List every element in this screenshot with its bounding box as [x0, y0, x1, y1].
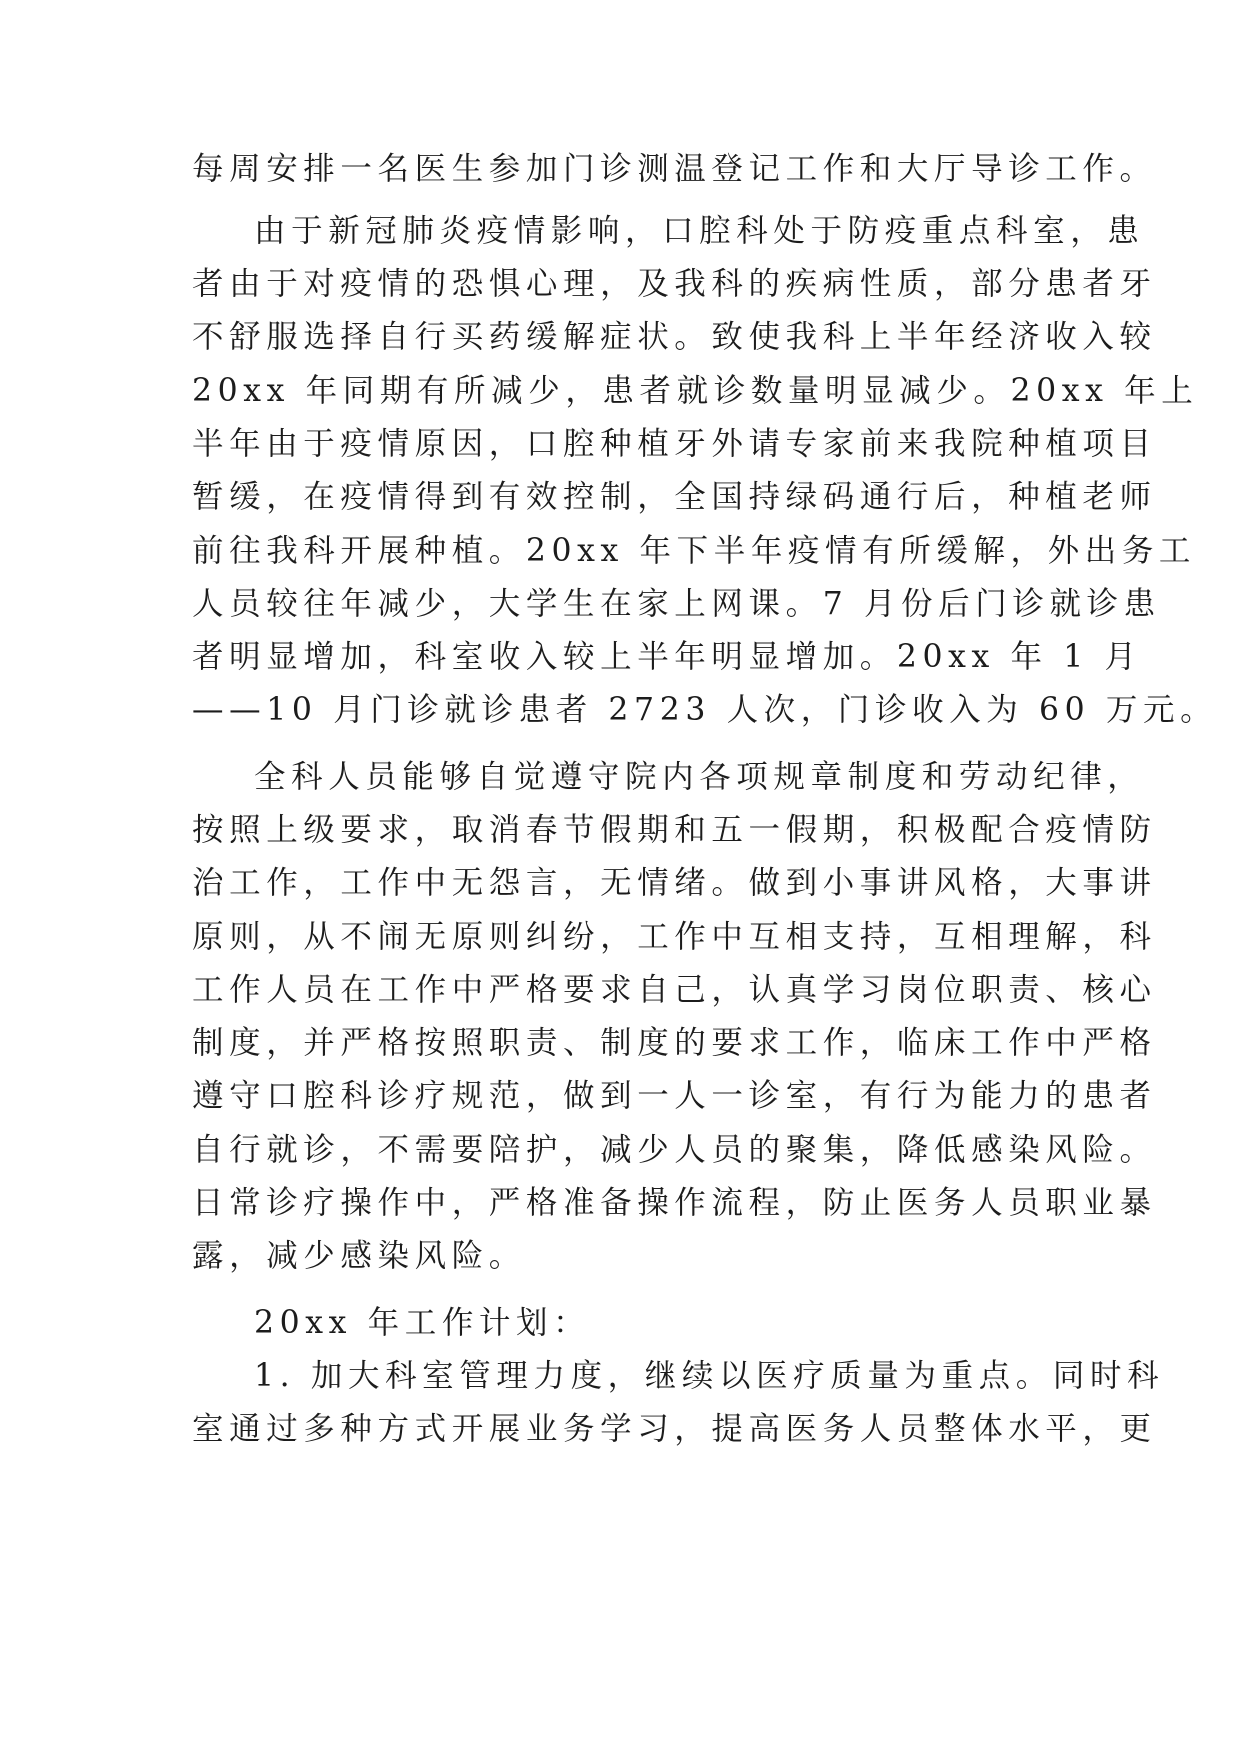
text-line: 者由于对疫情的恐惧心理，及我科的疾病性质，部分患者牙	[192, 266, 1157, 302]
text-line: 日常诊疗操作中，严格准备操作流程，防止医务人员职业暴	[192, 1185, 1157, 1221]
text-line: 自行就诊，不需要陪护，减少人员的聚集，降低感染风险。	[192, 1132, 1157, 1168]
text-line: 室通过多种方式开展业务学习，提高医务人员整体水平，更	[192, 1411, 1157, 1447]
text-line: 按照上级要求，取消春节假期和五一假期，积极配合疫情防	[192, 812, 1157, 848]
text-line: 原则，从不闹无原则纠纷，工作中互相支持，互相理解，科	[192, 919, 1157, 955]
text-line: 20xx 年同期有所减少，患者就诊数量明显减少。20xx 年上	[192, 373, 1199, 409]
text-line: 者明显增加，科室收入较上半年明显增加。20xx 年 1 月	[192, 639, 1142, 675]
list-item-1-start: 1. 加大科室管理力度，继续以医疗质量为重点。同时科	[254, 1358, 1165, 1394]
text-line: 不舒服选择自行买药缓解症状。致使我科上半年经济收入较	[192, 319, 1157, 355]
text-line: 露，减少感染风险。	[192, 1238, 526, 1274]
text-line: 遵守口腔科诊疗规范，做到一人一诊室，有行为能力的患者	[192, 1078, 1157, 1114]
section-heading: 20xx 年工作计划：	[254, 1305, 591, 1341]
text-line: 暂缓，在疫情得到有效控制，全国持绿码通行后，种植老师	[192, 479, 1157, 515]
text-line: 前往我科开展种植。20xx 年下半年疫情有所缓解，外出务工	[192, 533, 1197, 569]
text-line: 工作人员在工作中严格要求自己，认真学习岗位职责、核心	[192, 972, 1157, 1008]
text-line: ——10 月门诊就诊患者 2723 人次，门诊收入为 60 万元。	[192, 692, 1218, 728]
text-line: 人员较往年减少，大学生在家上网课。7 月份后门诊就诊患	[192, 586, 1161, 622]
text-line: 制度，并严格按照职责、制度的要求工作，临床工作中严格	[192, 1025, 1157, 1061]
text-line: 每周安排一名医生参加门诊测温登记工作和大厅导诊工作。	[192, 151, 1157, 187]
paragraph-start-line: 全科人员能够自觉遵守院内各项规章制度和劳动纪律，	[254, 759, 1145, 795]
paragraph-start-line: 由于新冠肺炎疫情影响，口腔科处于防疫重点科室，患	[254, 213, 1145, 249]
text-line: 半年由于疫情原因，口腔种植牙外请专家前来我院种植项目	[192, 426, 1157, 462]
text-line: 治工作，工作中无怨言，无情绪。做到小事讲风格，大事讲	[192, 865, 1157, 901]
